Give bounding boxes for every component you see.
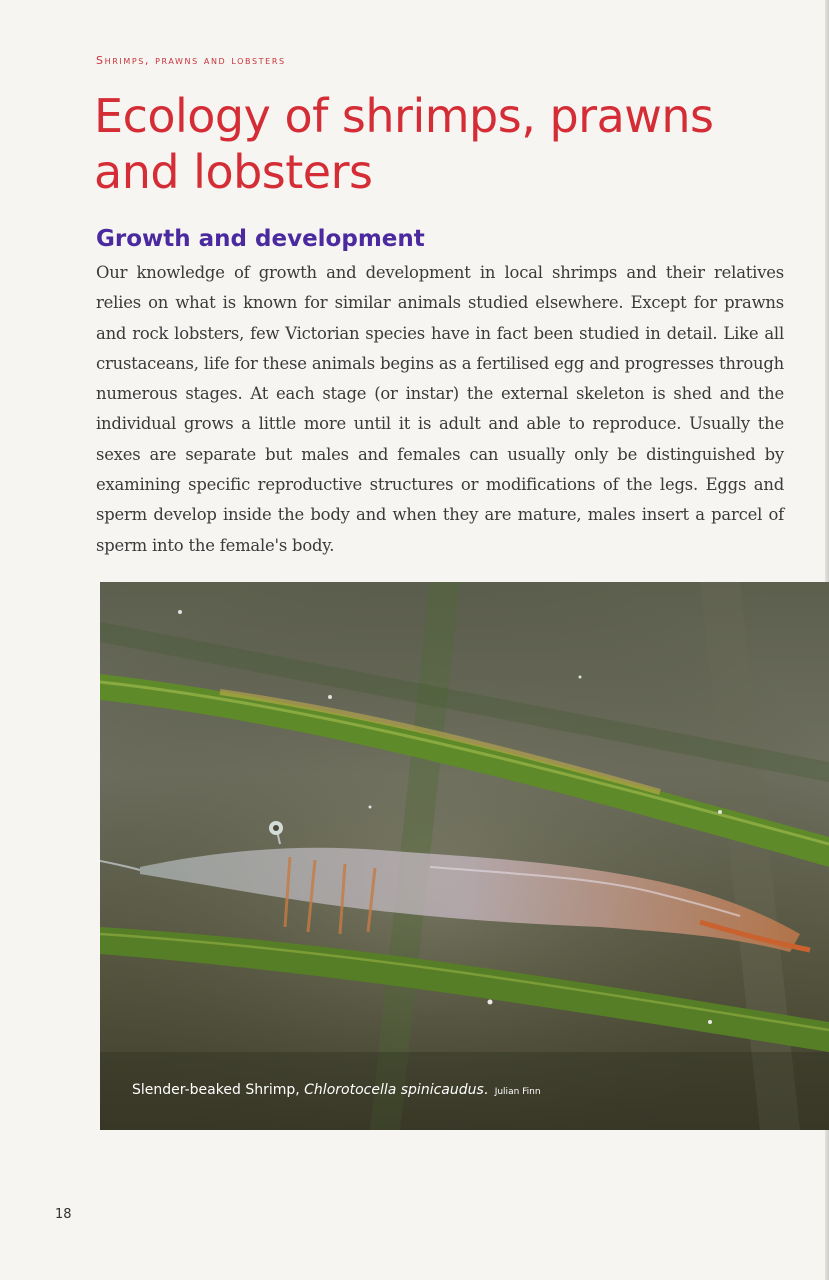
body-paragraph: Our knowledge of growth and development in local shrimps and their relatives relies on what is known for similar animals studied elsewhere. Except for prawns and rock lobsters, few Victorian species have in fact been studied in detail. Like all crustaceans, life for these animals begins as a fertilised egg and progresses through numerous stages. At each stage (or instar) the external skeleton is shed and the individual grows a little more until it is adult and able to reproduce. Usually the sexes are separate but males and females can usually only be distinguished by examining specific reproductive structures or modifications of the legs. Eggs and sperm develop inside the body and when they are mature, males insert a parcel of sperm into the female's body.: [96, 263, 784, 555]
caption-end: .: [483, 1082, 489, 1098]
running-head: Shrimps, prawns and lobsters: [96, 54, 286, 67]
shrimp-photo: [100, 582, 829, 1130]
caption-common-name: Slender-beaked Shrimp,: [132, 1082, 305, 1098]
section-heading: Growth and development: [96, 226, 425, 252]
photo-credit: Julian Finn: [494, 1087, 541, 1097]
page-title: Ecology of shrimps, prawns and lobsters: [94, 89, 714, 199]
photo-caption: [132, 1082, 541, 1098]
caption-scientific-name: Chlorotocella spinicaudus: [304, 1082, 484, 1098]
page-number: 18: [55, 1207, 72, 1222]
shrimp-photo-illustration: [100, 582, 829, 1130]
